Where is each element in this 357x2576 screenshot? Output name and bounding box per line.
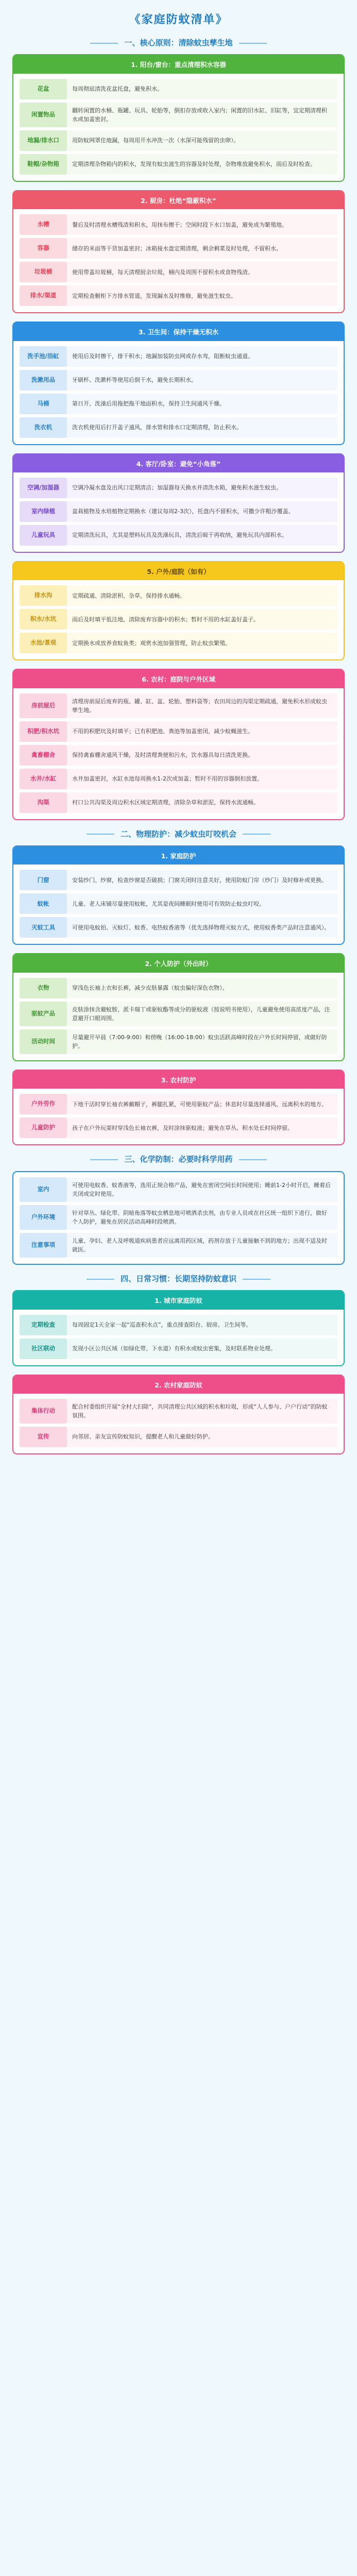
row-label: 排水沟 xyxy=(20,585,67,606)
checklist-row xyxy=(20,394,337,414)
checklist-row xyxy=(20,79,337,99)
row-text: 定期清理杂物箱内的积水，发现有蚊虫滋生的容器及时处理，杂物堆放避免积水，雨后及时检查。 xyxy=(67,154,337,175)
row-label: 洗衣机 xyxy=(20,417,67,438)
card-body xyxy=(13,865,344,944)
checklist-row xyxy=(20,1205,337,1230)
row-text: 水井加盖密封，水缸水池每周换水1-2次或加盖；暂时不用的容器倒扣放置。 xyxy=(67,769,337,789)
category-card xyxy=(12,190,345,313)
card-body xyxy=(13,688,344,819)
row-label: 马桶 xyxy=(20,394,67,414)
card-title: 4. 客厅/卧室：避免“小角落” xyxy=(13,454,344,472)
checklist-row xyxy=(20,792,337,813)
card-body xyxy=(13,74,344,181)
row-text: 定期换水或放养食蚊鱼类；观赏水池加强管理，防止蚊虫繁殖。 xyxy=(67,633,337,653)
row-text: 安装纱门、纱窗，检查纱窗是否破损；门窗关闭时注意关好，使用防蚊门帘（纱门）及时修补或更换。 xyxy=(67,870,337,890)
checklist-row xyxy=(20,870,337,890)
heading-rule xyxy=(243,1279,270,1280)
card-body xyxy=(13,1310,344,1365)
row-label: 户外劳作 xyxy=(20,1094,67,1114)
row-text: 定期疏通、清除淤积、杂草，保持排水通畅。 xyxy=(67,585,337,606)
row-label: 地漏/排水口 xyxy=(20,130,67,151)
row-label: 垃圾桶 xyxy=(20,262,67,282)
checklist-row xyxy=(20,745,337,766)
category-card xyxy=(12,1375,345,1454)
checklist-row xyxy=(20,103,337,127)
heading-rule xyxy=(239,1159,267,1160)
card-title: 2. 厨房：杜绝“隐蔽积水” xyxy=(13,191,344,209)
card-title: 1. 城市家庭防蚊 xyxy=(13,1291,344,1309)
checklist-row xyxy=(20,1233,337,1258)
section-heading-text: 一、核心原则：清除蚊虫孳生地 xyxy=(124,38,233,48)
row-text: 可使用电蚊拍、灭蚊灯、蚊香、电热蚊香液等（优先选择物理灭蚊方式，使用蚊香类产品时注意通风）。 xyxy=(67,917,337,938)
row-label: 沟渠 xyxy=(20,792,67,813)
category-card xyxy=(12,1290,345,1366)
checklist-row xyxy=(20,525,337,546)
row-label: 社区联动 xyxy=(20,1338,67,1359)
card-title: 3. 农村防护 xyxy=(13,1071,344,1089)
heading-rule xyxy=(90,43,118,44)
row-label: 宣传 xyxy=(20,1427,67,1447)
row-label: 定期检查 xyxy=(20,1315,67,1335)
checklist-row xyxy=(20,609,337,630)
heading-rule xyxy=(243,834,270,835)
checklist-row xyxy=(20,154,337,175)
row-text: 空调冷凝水盘及出风口定期清洁；加湿器每天换水并清洗水箱，避免积水滋生蚊虫。 xyxy=(67,478,337,498)
document-content xyxy=(12,37,345,1454)
heading-rule xyxy=(90,1159,118,1160)
checklist-row xyxy=(20,501,337,522)
checklist-row xyxy=(20,417,337,438)
row-label: 儿童玩具 xyxy=(20,525,67,546)
row-text: 翻转闲置的水桶、瓶罐、玩具、轮胎等，倒扣存放或收入室内；闲置的旧水缸、旧缸等，宜定期清理积水或加盖密封。 xyxy=(67,103,337,127)
row-text: 保持禽畜棚舍通风干燥，及时清理粪便和污水，饮水器具每日清洗更换。 xyxy=(67,745,337,766)
card-body xyxy=(13,580,344,659)
row-label: 空调/加湿器 xyxy=(20,478,67,498)
category-card xyxy=(12,54,345,181)
row-text: 发现小区公共区域（如绿化带、下水道）有积水或蚊虫密集，及时联系物业处理。 xyxy=(67,1338,337,1359)
heading-rule xyxy=(87,1279,114,1280)
row-label: 灭蚊工具 xyxy=(20,917,67,938)
section-heading-text: 三、化学防制：必要时科学用药 xyxy=(124,1155,233,1164)
row-text: 储存的米面等干货加盖密封；冰箱接水盘定期清理，剩余剩菜及时处理，不留积水。 xyxy=(67,238,337,259)
category-card xyxy=(12,321,345,445)
heading-rule xyxy=(239,43,267,44)
row-text: 下地干活时穿长袖衣裤戴帽子，裤腿扎紧，可使用驱蚊产品；休息时尽量选择通风、远离积水的地方。 xyxy=(67,1094,337,1114)
card-title: 1. 阳台/窗台：重点清理积水容器 xyxy=(13,55,344,73)
row-text: 清理房前屋后废弃的瓶、罐、缸、盆、轮胎、塑料袋等；农田周边的沟渠定期疏通，避免积水形成蚊虫孳生地。 xyxy=(67,693,337,718)
row-text: 定期清洗玩具，尤其是塑料玩具及洗澡玩具，清洗后晾干再收纳，避免玩具内部积水。 xyxy=(67,525,337,546)
checklist-row xyxy=(20,1399,337,1423)
checklist-row xyxy=(20,633,337,653)
row-text: 第日开、洗澡后用拖把拖干地面积水，保持卫生间通风干燥。 xyxy=(67,394,337,414)
row-text: 用防蚊网罩住地漏，每周用开水冲洗一次（水深可能残留的虫卵）。 xyxy=(67,130,337,151)
checklist-row xyxy=(20,262,337,282)
checklist-row xyxy=(20,1427,337,1447)
checklist-row xyxy=(20,721,337,742)
row-label: 驱蚊产品 xyxy=(20,1002,67,1026)
row-text: 餐后及时清理水槽残渣和积水，用抹布擦干；空闲时段下水口加盖，避免成为繁殖地。 xyxy=(67,214,337,235)
row-text: 儿童、老人床铺尽量使用蚊帐，尤其是夜间睡眠时使用可有效防止蚊虫叮咬。 xyxy=(67,893,337,914)
checklist-row xyxy=(20,1029,337,1054)
row-label: 积水/水坑 xyxy=(20,609,67,630)
row-label: 花盆 xyxy=(20,79,67,99)
row-text: 孩子在户外玩耍时穿浅色长袖衣裤，及时涂抹驱蚊液；避免在草丛、积水处长时间停留。 xyxy=(67,1117,337,1138)
checklist-row xyxy=(20,370,337,391)
section-heading xyxy=(12,1154,345,1165)
section-heading-text: 四、日常习惯：长期坚持防蚊意识 xyxy=(120,1274,236,1283)
checklist-row xyxy=(20,1094,337,1114)
card-title: 5. 户外/庭院（如有） xyxy=(13,562,344,580)
category-card xyxy=(12,953,345,1061)
section-heading xyxy=(12,828,345,840)
row-label: 水井/水缸 xyxy=(20,769,67,789)
row-text: 盆栽植物及水培植物定期换水（建议每周2-3次），托盘内不留积水，可撒少许粗沙覆盖。 xyxy=(67,501,337,522)
row-text: 每周彻底清洗花盆托盘，避免积水。 xyxy=(67,79,337,99)
row-text: 雨后及时填平低洼地，清除废弃容器中的积水；暂时不用的水缸盖好盖子。 xyxy=(67,609,337,630)
row-text: 针对草丛、绿化带、阴暗角落等蚊虫栖息地可喷洒杀虫剂，由专业人员或在社区统一组织下进行，做好个人防护，避免在居民活动高峰时段喷洒。 xyxy=(67,1205,337,1230)
row-text: 每周固定1天全家一起“巡查积水点”，重点排查阳台、厨房、卫生间等。 xyxy=(67,1315,337,1335)
row-label: 水槽 xyxy=(20,214,67,235)
row-text: 配合村委组织开展“全村大扫除”，共同清理公共区域的积水和垃圾，形成“人人参与、户户行动”的防蚊氛围。 xyxy=(67,1399,337,1423)
checklist-row xyxy=(20,769,337,789)
section-heading-text: 二、物理防护：减少蚊虫叮咬机会 xyxy=(120,829,236,839)
checklist-row xyxy=(20,693,337,718)
checklist-row xyxy=(20,214,337,235)
checklist-row xyxy=(20,346,337,367)
row-text: 定期检查橱柜下方排水管道，发现漏水及时维修，避免滋生蚊虫。 xyxy=(67,285,337,306)
checklist-row xyxy=(20,1177,337,1202)
row-label: 注意事项 xyxy=(20,1233,67,1258)
card-title: 6. 农村：庭院与户外区域 xyxy=(13,670,344,688)
checklist-row xyxy=(20,585,337,606)
row-label: 积肥/积水坑 xyxy=(20,721,67,742)
row-label: 鞋帽/杂物箱 xyxy=(20,154,67,175)
row-text: 洗衣机使用后打开盖子通风，排水管和排水口定期清理，防止积水。 xyxy=(67,417,337,438)
card-title: 2. 个人防护（外出时） xyxy=(13,954,344,972)
section-heading xyxy=(12,1273,345,1285)
checklist-row xyxy=(20,285,337,306)
category-card xyxy=(12,453,345,553)
row-label: 禽畜棚舍 xyxy=(20,745,67,766)
row-text: 牙刷杯、洗漱杯等使用后倒干水，避免长期积水。 xyxy=(67,370,337,391)
category-card xyxy=(12,1171,345,1265)
row-text: 不用的积肥坑及时填平；已有积肥池、粪池等加盖密闭，减少蚊蝇滋生。 xyxy=(67,721,337,742)
card-title: 3. 卫生间：保持干燥无积水 xyxy=(13,323,344,341)
row-label: 户外环境 xyxy=(20,1205,67,1230)
category-card xyxy=(12,669,345,820)
row-text: 可使用电蚊香、蚊香液等，选用正规合格产品，避免在密闭空间长时间使用；睡前1-2小时开启，睡着后关闭或定时使用。 xyxy=(67,1177,337,1202)
checklist-row xyxy=(20,130,337,151)
row-label: 集体行动 xyxy=(20,1399,67,1423)
row-text: 皮肤涂抹含避蚊胺、派卡瑞丁或驱蚊酯等成分的驱蚊液（按说明书使用），儿童避免使用高浓度产品，注意避开口眼周围。 xyxy=(67,1002,337,1026)
row-text: 儿童、孕妇、老人及呼吸道疾病患者应远离用药区域，药剂存放于儿童接触不到的地方；出现不适及时就医。 xyxy=(67,1233,337,1258)
checklist-row xyxy=(20,238,337,259)
heading-rule xyxy=(87,834,114,835)
category-card xyxy=(12,1070,345,1145)
row-text: 使用带盖垃圾桶，每天清理厨余垃圾，桶内及周围不留积水或食物残渣。 xyxy=(67,262,337,282)
row-text: 向邻居、亲友宣传防蚊知识，提醒老人和儿童做好防护。 xyxy=(67,1427,337,1447)
category-card xyxy=(12,561,345,660)
row-text: 尽量避开早晨（7:00-9:00）和傍晚（16:00-18:00）蚊虫活跃高峰时段在户外长时间停留，或做好防护。 xyxy=(67,1029,337,1054)
document-title: 《家庭防蚊清单》 xyxy=(129,13,228,26)
checklist-row xyxy=(20,978,337,998)
card-body xyxy=(13,209,344,312)
checklist-row xyxy=(20,893,337,914)
row-text: 穿浅色长袖上衣和长裤，减少皮肤暴露（蚊虫偏好深色衣物）。 xyxy=(67,978,337,998)
checklist-row xyxy=(20,1117,337,1138)
card-body xyxy=(13,341,344,444)
checklist-row xyxy=(20,1002,337,1026)
checklist-row xyxy=(20,1338,337,1359)
row-label: 容器 xyxy=(20,238,67,259)
row-label: 儿童防护 xyxy=(20,1117,67,1138)
row-label: 蚊帐 xyxy=(20,893,67,914)
row-label: 房前屋后 xyxy=(20,693,67,718)
card-body xyxy=(13,1089,344,1144)
row-text: 使用后及时擦干，排干积水；地漏加装防虫网或存水弯，阻断蚊虫通道。 xyxy=(67,346,337,367)
card-body xyxy=(13,1172,344,1264)
card-body xyxy=(13,1394,344,1453)
card-body xyxy=(13,973,344,1060)
row-label: 室内绿植 xyxy=(20,501,67,522)
card-body xyxy=(13,472,344,552)
row-label: 洗漱用品 xyxy=(20,370,67,391)
checklist-row xyxy=(20,917,337,938)
row-label: 排水/渠道 xyxy=(20,285,67,306)
checklist-row xyxy=(20,1315,337,1335)
card-title: 1. 家庭防护 xyxy=(13,846,344,865)
checklist-row xyxy=(20,478,337,498)
card-title: 2. 农村家庭防蚊 xyxy=(13,1376,344,1394)
row-label: 活动时间 xyxy=(20,1029,67,1054)
row-label: 室内 xyxy=(20,1177,67,1202)
row-label: 门窗 xyxy=(20,870,67,890)
row-text: 村口公共沟渠及周边积水区域定期清理，清除杂草和淤泥，保持水流通畅。 xyxy=(67,792,337,813)
row-label: 闲置物品 xyxy=(20,103,67,127)
row-label: 洗手池/浴缸 xyxy=(20,346,67,367)
category-card xyxy=(12,845,345,945)
section-heading xyxy=(12,37,345,49)
row-label: 水池/景观 xyxy=(20,633,67,653)
row-label: 衣物 xyxy=(20,978,67,998)
